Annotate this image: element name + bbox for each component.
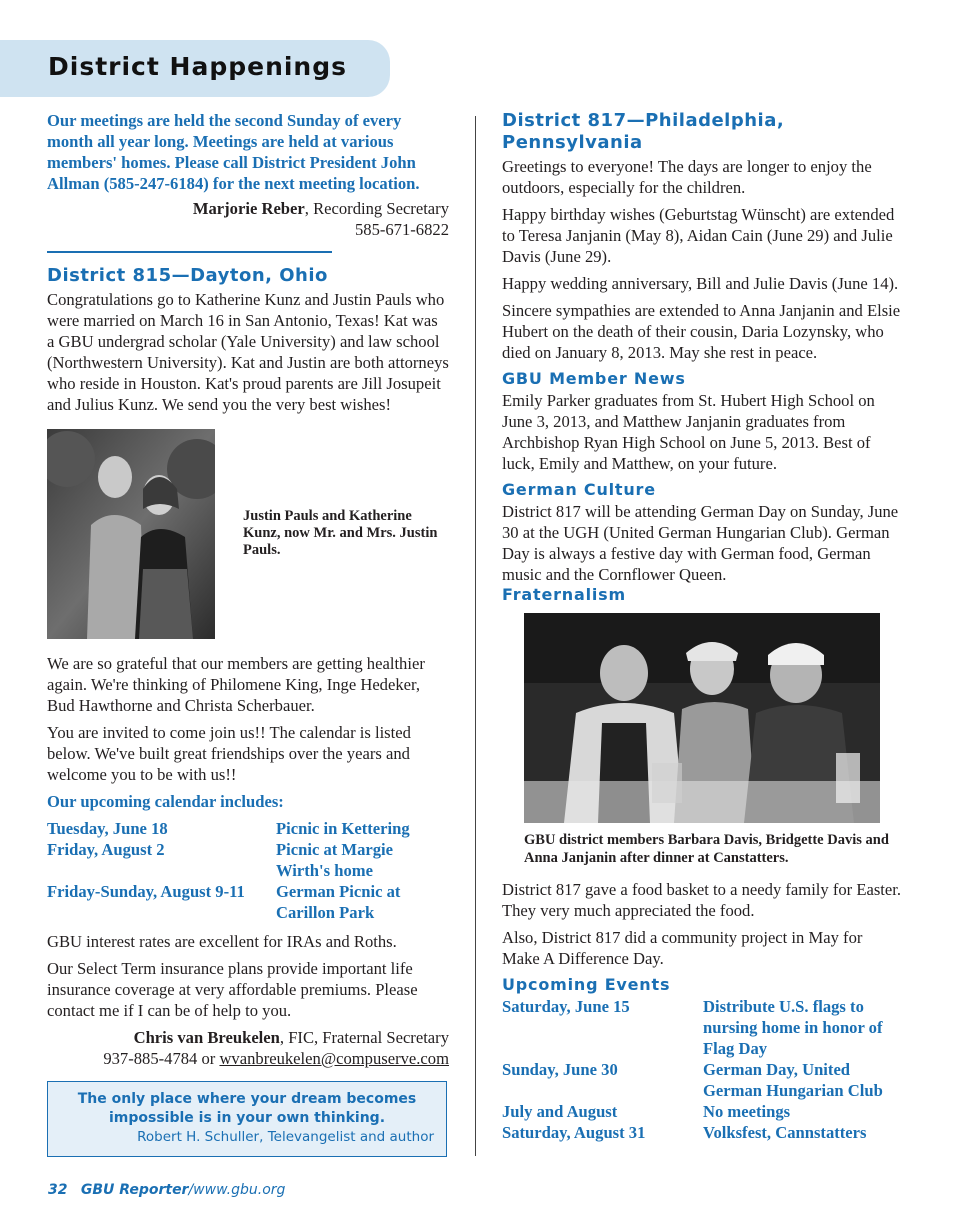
birthday-paragraph: Happy birthday wishes (Geburtstag Wünscht) are extended to Teresa Janjanin (May 8), Aidan Cain (June 29) and Julie Davis (June 29). xyxy=(502,205,895,266)
event-item xyxy=(502,1059,902,1101)
dinner-photo-caption: GBU district members Barbara Davis, Bridgette Davis and Anna Janjanin after dinner at Canstatters. xyxy=(524,832,889,866)
signature-role: , Recording Secretary xyxy=(304,199,449,218)
calendar-event: German Picnic at Carillon Park xyxy=(276,882,401,922)
publication-name: GBU Reporter xyxy=(80,1182,189,1198)
section-divider xyxy=(47,251,332,253)
wedding-paragraph: Congratulations go to Katherine Kunz and Justin Pauls who were married on March 16 in San Antonio, Texas! Kat was a GBU undergrad scholar (Yale University) and law school (Northwestern University). Kat and Justin are both attorneys who reside in Houston. Kat's proud parents are Jill Josupeit and Julius Kunz. We send you the very best wishes! xyxy=(47,290,449,414)
german-culture-heading: German Culture xyxy=(502,480,656,499)
calendar-title: Our upcoming calendar includes: xyxy=(47,792,284,811)
calendar-list xyxy=(47,818,449,923)
event-description: No meetings xyxy=(703,1102,791,1121)
calendar-item xyxy=(47,881,449,923)
fraternal-secretary-signature xyxy=(47,1027,449,1048)
page-number: 32 xyxy=(48,1182,68,1198)
quote-box xyxy=(47,1081,447,1157)
dinner-photo xyxy=(524,613,880,823)
quote-text: The only place where your dream becomes impossible is in your own thinking. xyxy=(77,1091,417,1126)
signature-phone: 937-885-4784 or xyxy=(103,1049,220,1068)
invitation-paragraph: You are invited to come join us!! The calendar is listed below. We've built great friendships over the years and welcome you to be with us!! xyxy=(47,723,411,784)
wedding-photo xyxy=(47,429,215,639)
section-title-district-815: District 815—Dayton, Ohio xyxy=(47,265,328,286)
couple-photo-illustration xyxy=(47,429,215,639)
event-item xyxy=(502,1122,902,1143)
page-title: District Happenings xyxy=(48,52,348,81)
recording-secretary-signature xyxy=(47,198,449,219)
dinner-photo-illustration xyxy=(524,613,880,823)
page-footer xyxy=(48,1182,285,1198)
food-basket-paragraph: District 817 gave a food basket to a needy family for Easter. They very much appreciated the food. xyxy=(502,880,902,920)
column-divider xyxy=(475,116,476,1156)
signature-phone: 585-671-6822 xyxy=(354,220,449,239)
event-date: Saturday, August 31 xyxy=(502,1123,646,1142)
wedding-photo-caption: Justin Pauls and Katherine Kunz, now Mr. and Mrs. Justin Pauls. xyxy=(243,508,438,558)
left-column xyxy=(47,110,449,1157)
insurance-paragraph: Our Select Term insurance plans provide important life insurance coverage at very affordable premiums. Please contact me if I can be of help to you. xyxy=(47,959,418,1020)
calendar-item xyxy=(47,839,449,881)
member-news-heading: GBU Member News xyxy=(502,369,686,388)
events-list xyxy=(502,996,902,1143)
event-description: Volksfest, Cannstatters xyxy=(703,1123,867,1142)
section-title-district-817: District 817—Philadelphia, Pennsylvania xyxy=(502,110,785,153)
upcoming-events-heading: Upcoming Events xyxy=(502,975,671,994)
event-description: Distribute U.S. flags to nursing home in honor of Flag Day xyxy=(703,997,883,1058)
fraternalism-heading: Fraternalism xyxy=(502,585,626,604)
right-column xyxy=(502,110,902,1143)
german-culture-paragraph: District 817 will be attending German Day on Sunday, June 30 at the UGH (United German Hungarian Club). German Day is always a festive day with German food, German music and the Cornflower Queen. xyxy=(502,502,899,584)
signature-name: Marjorie Reber xyxy=(192,199,305,218)
calendar-date: Friday-Sunday, August 9-11 xyxy=(47,882,245,901)
community-project-paragraph: Also, District 817 did a community project in May for Make A Difference Day. xyxy=(502,928,863,968)
calendar-date: Friday, August 2 xyxy=(47,840,165,859)
email-link[interactable]: wvanbreukelen@compuserve.com xyxy=(219,1049,449,1068)
event-date: Sunday, June 30 xyxy=(502,1060,618,1079)
greetings-paragraph: Greetings to everyone! The days are longer to enjoy the outdoors, especially for the children. xyxy=(502,157,872,197)
event-item xyxy=(502,1101,902,1122)
event-date: July and August xyxy=(502,1102,618,1121)
publication-url[interactable]: /www.gbu.org xyxy=(188,1182,286,1198)
sympathies-paragraph: Sincere sympathies are extended to Anna Janjanin and Elsie Hubert on the death of their cousin, Daria Lozynsky, who died on January 8, 2013. May she rest in peace. xyxy=(502,301,901,362)
signature-role: , FIC, Fraternal Secretary xyxy=(279,1028,449,1047)
meeting-intro: Our meetings are held the second Sunday of every month all year long. Meetings are held at various members' homes. Please call District President John Allman (585-247-6184) for the next meeting location. xyxy=(47,111,420,193)
signature-name: Chris van Breukelen xyxy=(133,1028,280,1047)
anniversary-paragraph: Happy wedding anniversary, Bill and Julie Davis (June 14). xyxy=(502,274,899,293)
member-news-paragraph: Emily Parker graduates from St. Hubert High School on June 3, 2013, and Matthew Janjanin graduates from Archbishop Ryan High School on June 5, 2013. Best of luck, Emily and Matthew, on your future. xyxy=(502,391,875,473)
calendar-event: Picnic in Kettering xyxy=(276,819,410,838)
health-paragraph: We are so grateful that our members are getting healthier again. We're thinking of Philomene King, Inge Hedeker, Bud Hawthorne and Christa Scherbauer. xyxy=(47,654,425,715)
event-date: Saturday, June 15 xyxy=(502,997,630,1016)
signature-contact xyxy=(47,1048,449,1069)
quote-author: Robert H. Schuller, Televangelist and author xyxy=(137,1129,434,1145)
interest-paragraph: GBU interest rates are excellent for IRAs and Roths. xyxy=(47,932,397,951)
event-description: German Day, United German Hungarian Club xyxy=(703,1060,883,1100)
event-item xyxy=(502,996,902,1059)
calendar-date: Tuesday, June 18 xyxy=(47,819,168,838)
calendar-item xyxy=(47,818,449,839)
calendar-event: Picnic at Margie Wirth's home xyxy=(276,840,394,880)
